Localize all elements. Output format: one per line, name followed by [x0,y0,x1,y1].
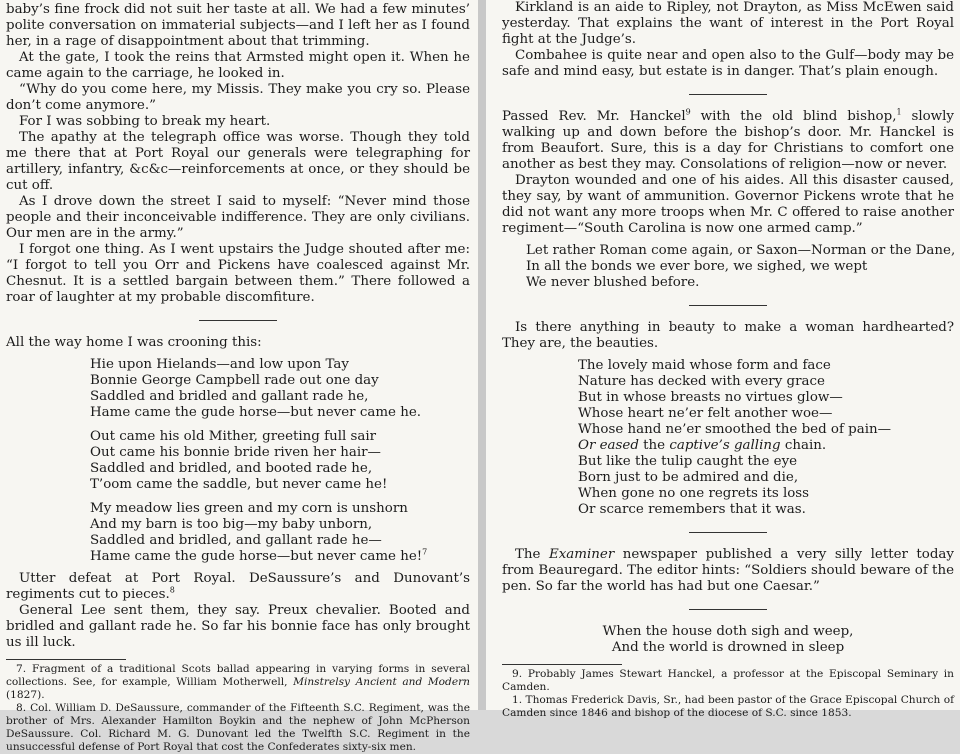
section-divider [689,532,767,533]
footnote-1: 1. Thomas Frederick Davis, Sr., had been pastor of the Grace Episcopal Church of Camden since 1846 and bishop of the diocese of S.C. since 1853. [502,694,954,719]
quoted-verse [502,243,954,291]
page-gutter [478,0,486,710]
paragraph: baby’s fine frock did not suit her taste at all. We had a few minutes’ polite conversation on immaterial subjects—and I left her as I found her, in a rage of disappointment about that trimming. [6,2,470,49]
paragraph: The Examiner newspaper published a very silly letter today from Beauregard. The editor hints: “Soldiers should beware of the pen. So far the world has had but one Caesar.” [502,547,954,594]
verse-line: In all the bonds we ever bore, we sighed, we wept [526,259,868,274]
paragraph: Drayton wounded and one of his aides. All this disaster caused, they say, by want of ammunition. Governor Pickens wrote that he did not want any more troops when Mr. C offered to raise another regiment—“South Carolina is now one armed camp.” [502,173,954,236]
verse-line: Saddled and bridled, and gallant rade he— [90,533,382,548]
paragraph: Is there anything in beauty to make a woman hardhearted? They are, the beauties. [502,320,954,351]
verse-line: Saddled and bridled, and booted rade he, [90,461,373,476]
paragraph: Kirkland is an aide to Ripley, not Drayton, as Miss McEwen said yesterday. That explains the want of interest in the Port Royal fight at the Judge’s. [502,0,954,47]
verse-line: Whose hand ne’er smoothed the bed of pain— [578,422,892,437]
verse-line: Out came his old Mither, greeting full sair [90,429,377,444]
footnote-marker: 7 [422,547,428,557]
stanza [90,501,470,565]
paragraph: General Lee sent them, they say. Preux chevalier. Booted and bridled and gallant rade he. So far his bonnie face has only brought us ill luck. [6,603,470,650]
paragraph: All the way home I was crooning this: [6,335,262,350]
verse-line: Saddled and bridled and gallant rade he, [90,389,369,404]
footnote-9: 9. Probably James Stewart Hanckel, a professor at the Episcopal Seminary in Camden. [502,668,954,693]
verse-line: Or scarce remembers that it was. [578,502,806,517]
paragraph: As I drove down the street I said to myself: “Never mind those people and their inconceivable indifference. They are only civilians. Our men are in the army.” [6,194,470,241]
verse-line: Hie upon Hielands—and low upon Tay [90,357,349,372]
verse-line: And the world is drowned in sleep [611,640,845,655]
verse-line: And my barn is too big—my baby unborn, [90,517,373,532]
verse-line: Whose heart ne’er felt another woe— [578,406,833,421]
verse-line: But in whose breasts no virtues glow— [578,390,843,405]
footnote-8: 8. Col. William D. DeSaussure, commander of the Fifteenth S.C. Regiment, was the brother of Mrs. Alexander Hamilton Boykin and the nephew of John McPherson DeSaussure. Col. Richard M. G. Dunovant led the Twelfth S.C. Regiment in the unsuccessful defense of Port Royal that cost the Confederates sixty-six men. [6,702,470,753]
verse-line: T’oom came the saddle, but never came he! [90,477,388,492]
stanza [90,357,470,421]
paragraph: I forgot one thing. As I went upstairs the Judge shouted after me: “I forgot to tell you Orr and Pickens have coalesced against Mr. Chesnut. It is a settled bargain between them.” There followed a roar of laughter at my probable discomfiture. [6,242,470,305]
verse-line: But like the tulip caught the eye [578,454,798,469]
section-divider [199,320,277,321]
right-page [486,0,960,719]
verse-line: My meadow lies green and my corn is unshorn [90,501,408,516]
section-divider [689,305,767,306]
verse-line: Hame came the gude horse—but never came he!$^7$ [90,547,428,564]
footnote-marker: 8 [169,585,175,595]
verse-line: Or eased the captive’s galling chain. [578,438,827,453]
verse-line: Out came his bonnie bride riven her hair— [90,445,381,460]
quoted-verse [502,358,954,518]
paragraph: Passed Rev. Mr. Hanckel$^9$ with the old blind bishop,$^1$ slowly walking up and down before the bishop’s door. Mr. Hanckel is from Beaufort. Sure, this is a day for Christians to comfort one another as best they may. Consolations of religion—now or never. [502,107,954,172]
footnote-7: 7. Fragment of a traditional Scots ballad appearing in varying forms in several collections. See, for example, William Motherwell, Minstrelsy Ancient and Modern (1827). [6,663,470,701]
footnote-marker: 1 [896,107,902,117]
left-page [0,0,478,753]
verse-line: When the house doth sigh and weep, [602,624,854,639]
section-divider [689,609,767,610]
footnote-marker: 9 [685,107,691,117]
section-divider [689,94,767,95]
verse-line: Born just to be admired and die, [578,470,799,485]
stanza [90,429,470,493]
ballad-verse [6,357,470,565]
verse-line: The lovely maid whose form and face [578,358,831,373]
footnote-divider [502,664,622,665]
closing-verse [502,624,954,656]
paragraph: “Why do you come here, my Missis. They make you cry so. Please don’t come anymore.” [6,82,470,113]
verse-line: Nature has decked with every grace [578,374,825,389]
verse-line: Let rather Roman come again, or Saxon—Norman or the Dane, [526,243,956,258]
verse-line: We never blushed before. [526,275,700,290]
verse-line: Hame came the gude horse—but never came he. [90,405,422,420]
paragraph: Combahee is quite near and open also to the Gulf—body may be safe and mind easy, but estate is in danger. That’s plain enough. [502,48,954,79]
footnote-divider [6,659,126,660]
paragraph: At the gate, I took the reins that Armsted might open it. When he came again to the carriage, he looked in. [6,50,470,81]
verse-line: When gone no one regrets its loss [578,486,810,501]
paragraph: For I was sobbing to break my heart. [19,114,271,129]
verse-line: Bonnie George Campbell rade out one day [90,373,379,388]
paragraph: The apathy at the telegraph office was worse. Though they told me there that at Port Royal our generals were telegraphing for artillery, infantry, &c&c—reinforcements at once, or they should be cut off. [6,130,470,193]
paragraph: Utter defeat at Port Royal. DeSaussure’s and Dunovant’s regiments cut to pieces.$^8$ [6,571,470,602]
